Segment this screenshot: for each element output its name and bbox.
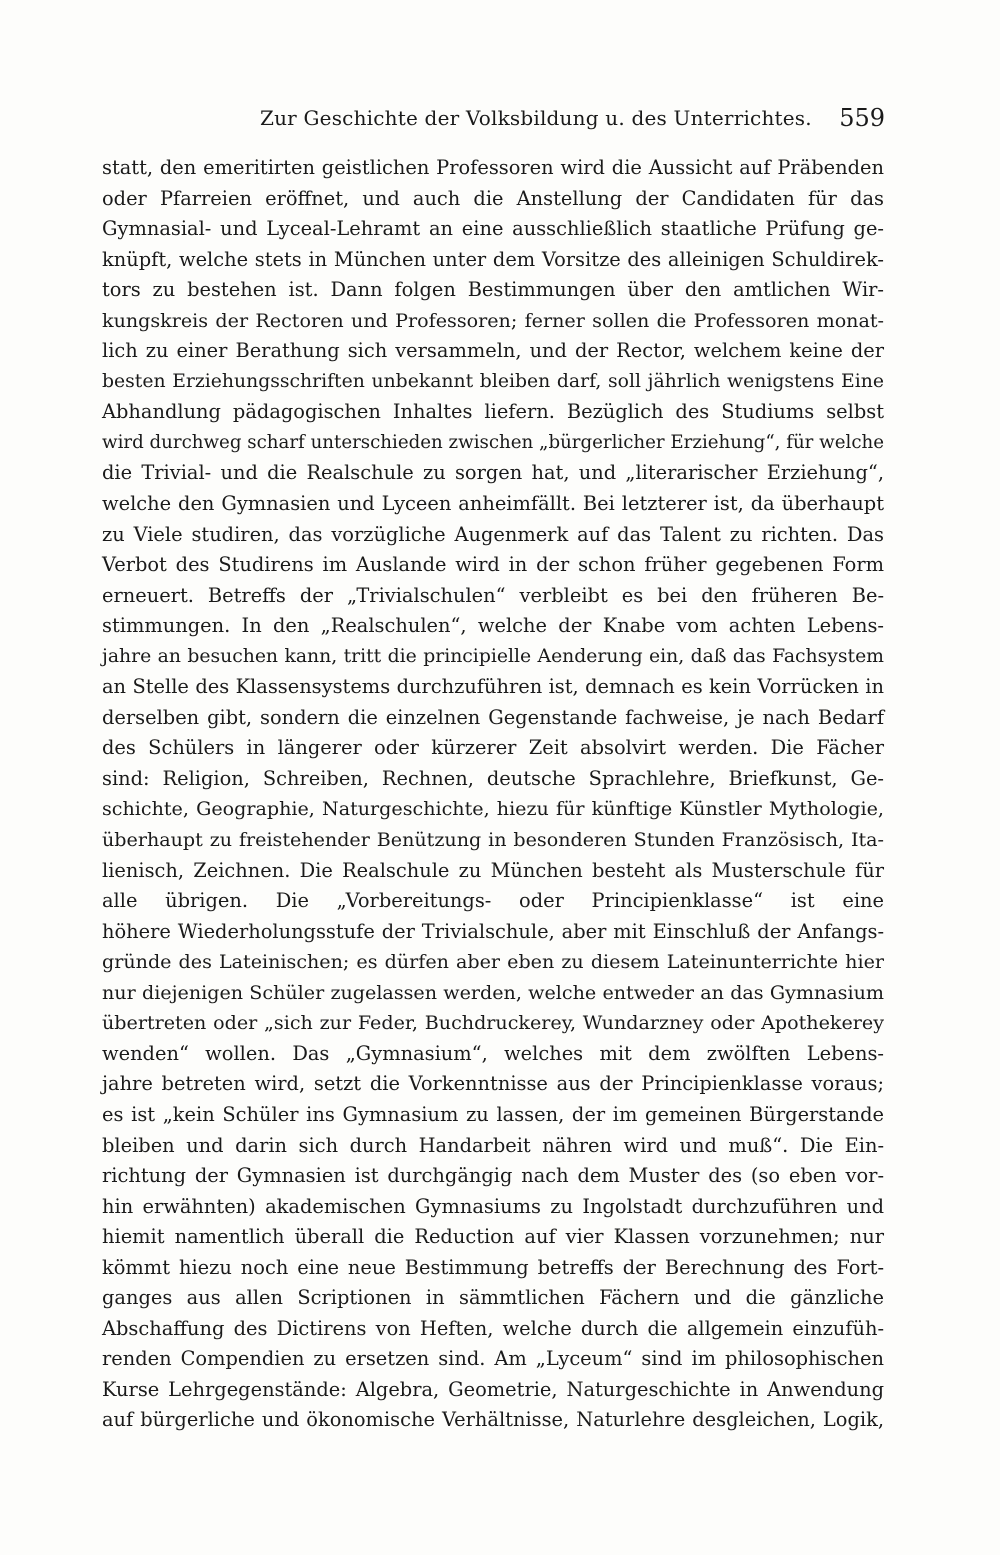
text-line: tors zu bestehen ist. Dann folgen Bestimmungen über den amtlichen Wir- [102,278,884,302]
text-line: auf bürgerliche und ökonomische Verhältnisse, Naturlehre desgleichen, Logik, [102,1408,884,1432]
text-line: des Schülers in längerer oder kürzerer Zeit absolvirt werden. Die Fächer [102,736,884,760]
text-line: richtung der Gymnasien ist durchgängig nach dem Muster des (so eben vor- [102,1164,884,1188]
text-line: ganges aus allen Scriptionen in sämmtlichen Fächern und die gänzliche [102,1286,884,1310]
text-line: lich zu einer Berathung sich versammeln, und der Rector, welchem keine der [102,339,884,363]
text-line: Gymnasial- und Lyceal-Lehramt an eine ausschließlich staatliche Prüfung ge- [102,217,884,241]
text-line: derselben gibt, sondern die einzelnen Gegenstande fachweise, je nach Bedarf [102,705,884,729]
text-line: es ist „kein Schüler ins Gymnasium zu lassen, der im gemeinen Bürgerstande [102,1102,884,1126]
text-line: übertreten oder „sich zur Feder, Buchdruckerey, Wundarzney oder Apothekerey [102,1011,884,1035]
text-line: Abschaffung des Dictirens von Heften, welche durch die allgemein einzufüh- [102,1316,884,1340]
page-number: 559 [839,104,885,132]
text-line: besten Erziehungsschriften unbekannt bleiben darf, soll jährlich wenigstens Eine [102,370,884,392]
text-line: wird durchweg scharf unterschieden zwischen „bürgerlicher Erziehung“, für welche [102,431,884,453]
text-line: Abhandlung pädagogischen Inhaltes liefern. Bezüglich des Studiums selbst [102,400,884,424]
text-line: statt, den emeritirten geistlichen Professoren wird die Aussicht auf Präbenden [102,156,884,179]
text-line: bleiben und darin sich durch Handarbeit nähren wird und muß“. Die Ein- [102,1133,884,1157]
text-line: lienisch, Zeichnen. Die Realschule zu München besteht als Musterschule für [102,858,884,882]
text-line: hin erwähnten) akademischen Gymnasiums zu Ingolstadt durchzuführen und [102,1194,884,1218]
text-line: hiemit namentlich überall die Reduction auf vier Klassen vorzunehmen; nur [102,1225,884,1249]
text-line: zu Viele studiren, das vorzügliche Augenmerk auf das Talent zu richten. Das [102,522,884,546]
text-line: kungskreis der Rectoren und Professoren; ferner sollen die Professoren monat- [102,308,884,332]
running-title: Zur Geschichte der Volksbildung u. des Unterrichtes. [260,106,812,130]
body-text [102,153,884,1436]
text-line: jahre an besuchen kann, tritt die principielle Aenderung ein, daß das Fachsystem [102,645,884,667]
text-line: Verbot des Studirens im Auslande wird in der schon früher gegebenen Form [102,553,884,577]
text-line: renden Compendien zu ersetzen sind. Am „Lyceum“ sind im philosophischen [102,1347,884,1371]
text-line: die Trivial- und die Realschule zu sorgen hat, und „literarischer Erziehung“, [102,461,884,485]
text-line: an Stelle des Klassensystems durchzuführen ist, demnach es kein Vorrücken in [102,675,884,699]
text-line: erneuert. Betreffs der „Trivialschulen“ verbleibt es bei den früheren Be- [102,583,884,607]
text-line: nur diejenigen Schüler zugelassen werden, welche entweder an das Gymnasium [102,980,884,1004]
running-head [100,104,885,140]
text-line: knüpft, welche stets in München unter dem Vorsitze des alleinigen Schuldirek- [102,247,884,271]
text-line: Kurse Lehrgegenstände: Algebra, Geometrie, Naturgeschichte in Anwendung [102,1377,884,1401]
text-line: höhere Wiederholungsstufe der Trivialschule, aber mit Einschluß der Anfangs- [102,919,884,943]
text-line: stimmungen. In den „Realschulen“, welche der Knabe vom achten Lebens- [102,614,884,638]
text-line: alle übrigen. Die „Vorbereitungs- oder Principienklasse“ ist eine [102,889,884,913]
text-line: schichte, Geographie, Naturgeschichte, hiezu für künftige Künstler Mythologie, [102,797,884,821]
text-line: gründe des Lateinischen; es dürfen aber eben zu diesem Lateinunterrichte hier [102,950,884,974]
text-line: oder Pfarreien eröffnet, und auch die Anstellung der Candidaten für das [102,186,884,210]
text-line: welche den Gymnasien und Lyceen anheimfällt. Bei letzterer ist, da überhaupt [102,492,884,516]
text-line: kömmt hiezu noch eine neue Bestimmung betreffs der Berechnung des Fort- [102,1255,884,1279]
text-line: wenden“ wollen. Das „Gymnasium“, welches mit dem zwölften Lebens- [102,1041,884,1065]
text-line: sind: Religion, Schreiben, Rechnen, deutsche Sprachlehre, Briefkunst, Ge- [102,766,884,790]
text-line: überhaupt zu freistehender Benützung in besonderen Stunden Französisch, Ita- [102,828,884,852]
text-line: jahre betreten wird, setzt die Vorkenntnisse aus der Principienklasse voraus; [102,1072,884,1096]
